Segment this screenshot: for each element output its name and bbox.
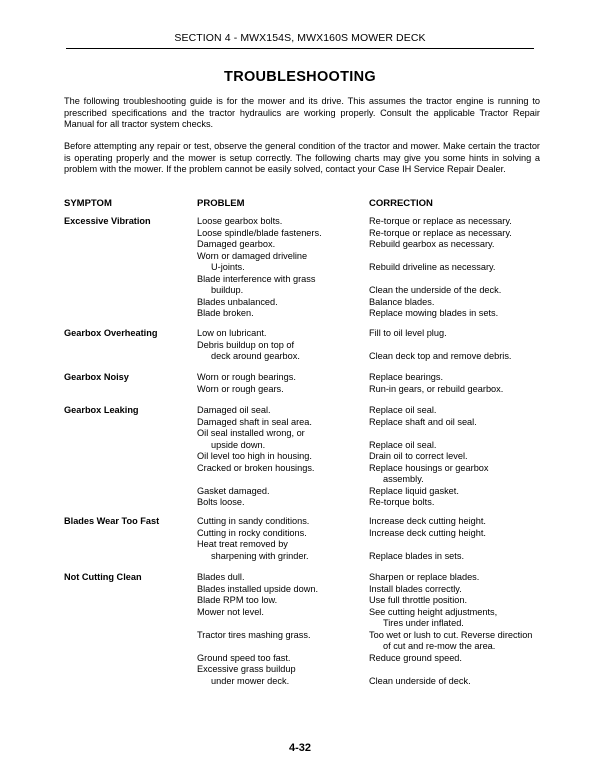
symptom-label: Blades Wear Too Fast [64,516,160,526]
symptom-label: Excessive Vibration [64,216,151,226]
correction-line: Rebuild gearbox as necessary. [369,239,495,249]
problem-line: Loose gearbox bolts. [197,216,283,226]
correction-line: Increase deck cutting height. [369,527,486,538]
correction-line: Replace liquid gasket. [369,485,459,496]
problem-line: Cutting in sandy conditions. [197,516,310,526]
column-header-symptom: SYMPTOM [64,198,112,209]
intro-paragraph: The following troubleshooting guide is for the mower and its drive. This assumes the tractor engine is running to prescribed specifications and the tractor hydraulics are working properly. Consult the applicable Tractor Repair Manual for all tractor system checks. [64,96,540,129]
correction-line: Run-in gears, or rebuild gearbox. [369,383,504,394]
correction-line: Reduce ground speed. [369,652,462,663]
problem-line: Blade broken. [197,308,254,318]
correction-line: Too wet or lush to cut. Reverse direction [369,629,533,640]
problem-line: Mower not level. [197,606,264,617]
problem-line: sharpening with grinder. [211,550,309,561]
problem-line: Worn or rough gears. [197,383,284,394]
problem-line: Blades dull. [197,572,245,582]
header-rule [66,48,534,49]
column-header-problem: PROBLEM [197,198,245,209]
correction-line: Replace mowing blades in sets. [369,308,499,318]
problem-line: Oil seal installed wrong, or [197,428,305,438]
correction-line: Use full throttle position. [369,595,468,605]
problem-line: Gasket damaged. [197,485,270,496]
problem-line: Tractor tires mashing grass. [197,629,311,640]
symptom-label: Gearbox Overheating [64,328,158,338]
problem-line: under mower deck. [211,675,290,686]
correction-line: See cutting height adjustments, [369,606,498,617]
problem-line: Damaged oil seal. [197,405,271,415]
correction-line: Replace blades in sets. [369,550,464,561]
problem-line: Cutting in rocky conditions. [197,527,307,538]
problem-line: Debris buildup on top of [197,339,295,350]
correction-line: Clean underside of deck. [369,675,471,686]
problem-line: Cracked or broken housings. [197,462,315,473]
problem-line: Loose spindle/blade fasteners. [197,227,322,238]
problem-line: Low on lubricant. [197,328,267,338]
problem-line: Damaged shaft in seal area. [197,416,312,427]
problem-line: buildup. [211,285,244,295]
instructions-paragraph: Before attempting any repair or test, observe the general condition of the tractor and mower. Make certain the tractor is operating properly and the mower is setup correctly. The following charts may give you some hints in solving a problem with the mower. If the problem cannot be easily solved, contact your Case IH Service Repair Dealer. [64,141,540,174]
correction-line: Replace housings or gearbox [369,462,489,473]
problem-line: Worn or damaged driveline [197,250,308,261]
correction-line: Fill to oil level plug. [369,328,447,338]
correction-line: Clean deck top and remove debris. [369,351,512,361]
correction-line: Sharpen or replace blades. [369,572,480,582]
correction-line: of cut and re-mow the area. [383,641,496,651]
correction-line: Replace bearings. [369,372,444,382]
column-header-correction: CORRECTION [369,198,433,209]
problem-line: Oil level too high in housing. [197,451,312,461]
problem-line: U-joints. [211,262,245,272]
problem-line: Excessive grass buildup [197,664,296,674]
problem-line: deck around gearbox. [211,351,300,361]
correction-line: Replace oil seal. [369,439,437,450]
correction-line: Re-torque or replace as necessary. [369,216,512,226]
problem-line: Blade interference with grass [197,273,316,284]
problem-line: Blades installed upside down. [197,583,319,594]
correction-line: Tires under inflated. [383,618,464,628]
symptom-label: Gearbox Leaking [64,405,139,415]
problem-line: Blade RPM too low. [197,595,278,605]
correction-line: Replace shaft and oil seal. [369,416,477,427]
correction-line: Replace oil seal. [369,405,437,415]
page-header: SECTION 4 - MWX154S, MWX160S MOWER DECK [174,32,426,44]
correction-line: Drain oil to correct level. [369,451,468,461]
correction-line: Clean the underside of the deck. [369,285,502,295]
symptom-label: Gearbox Noisy [64,372,129,382]
correction-line: Balance blades. [369,296,435,307]
problem-line: Worn or rough bearings. [197,372,296,382]
symptom-label: Not Cutting Clean [64,572,142,582]
page-title: TROUBLESHOOTING [224,69,376,85]
correction-line: assembly. [383,474,424,484]
correction-line: Increase deck cutting height. [369,516,486,526]
problem-line: Bolts loose. [197,497,245,507]
problem-line: Ground speed too fast. [197,652,291,663]
problem-line: Blades unbalanced. [197,296,278,307]
correction-line: Re-torque bolts. [369,497,435,507]
problem-line: Damaged gearbox. [197,239,276,249]
correction-line: Re-torque or replace as necessary. [369,227,512,238]
problem-line: upside down. [211,439,266,450]
correction-line: Install blades correctly. [369,583,462,594]
problem-line: Heat treat removed by [197,539,288,549]
correction-line: Rebuild driveline as necessary. [369,262,496,272]
page-number: 4-32 [288,742,312,754]
